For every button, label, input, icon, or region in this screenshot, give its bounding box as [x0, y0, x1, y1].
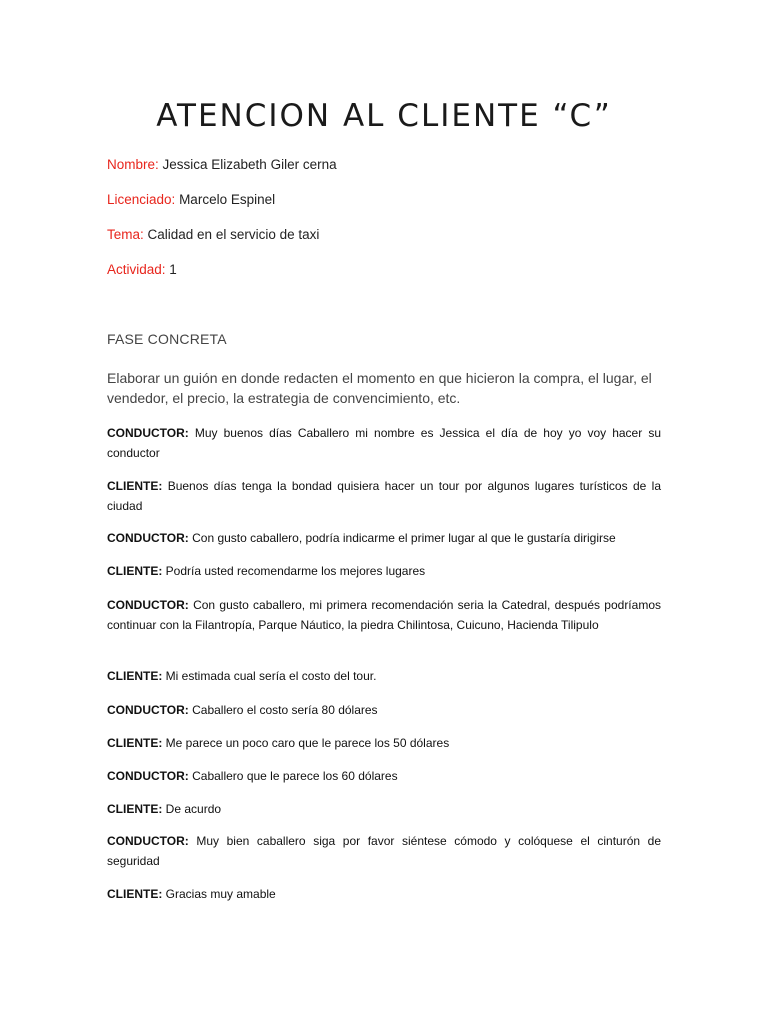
dialogue-line	[107, 562, 661, 582]
dialogue-text: Buenos días tenga la bondad quisiera hacer un tour por algunos lugares turísticos de la ciudad	[107, 479, 661, 513]
meta-nombre	[107, 157, 337, 172]
speaker-label: CONDUCTOR:	[107, 598, 189, 612]
speaker-label: CONDUCTOR:	[107, 834, 189, 848]
dialogue-text: Gracias muy amable	[162, 887, 276, 901]
dialogue-line	[107, 596, 661, 635]
meta-key: Tema:	[107, 227, 144, 242]
meta-tema	[107, 227, 319, 242]
speaker-label: CONDUCTOR:	[107, 703, 189, 717]
dialogue-line	[107, 885, 661, 905]
dialogue-line	[107, 424, 661, 463]
dialogue-text: Con gusto caballero, podría indicarme el primer lugar al que le gustaría dirigirse	[188, 531, 616, 545]
speaker-label: CLIENTE:	[107, 736, 163, 750]
document-title: ATENCION AL CLIENTE “C”	[156, 98, 612, 134]
dialogue-text: Podría usted recomendarme los mejores lugares	[162, 564, 426, 578]
speaker-label: CONDUCTOR:	[107, 531, 189, 545]
dialogue-text: De acurdo	[162, 802, 222, 816]
speaker-label: CONDUCTOR:	[107, 426, 189, 440]
dialogue-line	[107, 832, 661, 871]
speaker-label: CLIENTE:	[107, 669, 163, 683]
meta-key: Licenciado:	[107, 192, 176, 207]
dialogue-line	[107, 701, 661, 721]
meta-value: Calidad en el servicio de taxi	[143, 227, 320, 242]
dialogue-text: Caballero el costo sería 80 dólares	[188, 703, 378, 717]
meta-value: Jessica Elizabeth Giler cerna	[158, 157, 337, 172]
dialogue-text: Con gusto caballero, mi primera recomendación seria la Catedral, después podríamos continuar con la Filantropía, Parque Náutico, la piedra Chilintosa, Cuicuno, Hacienda Tilipulo	[107, 598, 661, 632]
meta-licenciado	[107, 192, 275, 207]
dialogue-text: Muy buenos días Caballero mi nombre es Jessica el día de hoy yo voy hacer su conductor	[107, 426, 661, 460]
speaker-label: CLIENTE:	[107, 887, 163, 901]
meta-value: Marcelo Espinel	[175, 192, 276, 207]
dialogue-line	[107, 767, 661, 787]
dialogue-text: Mi estimada cual sería el costo del tour.	[162, 669, 377, 683]
dialogue-line	[107, 667, 661, 687]
dialogue-text: Caballero que le parece los 60 dólares	[188, 769, 398, 783]
speaker-label: CLIENTE:	[107, 802, 163, 816]
meta-value: 1	[165, 262, 177, 277]
dialogue-line	[107, 800, 661, 820]
instructions-paragraph: Elaborar un guión en donde redacten el momento en que hicieron la compra, el lugar, el vendedor, el precio, la estrategia de convencimiento, etc.	[107, 370, 652, 406]
speaker-label: CLIENTE:	[107, 479, 163, 493]
meta-key: Actividad:	[107, 262, 166, 277]
speaker-label: CLIENTE:	[107, 564, 163, 578]
dialogue-text: Muy bien caballero siga por favor siéntese cómodo y colóquese el cinturón de seguridad	[107, 834, 661, 868]
dialogue-line	[107, 734, 661, 754]
dialogue-line	[107, 529, 661, 549]
meta-key: Nombre:	[107, 157, 159, 172]
dialogue-text: Me parece un poco caro que le parece los 50 dólares	[162, 736, 450, 750]
dialogue-line	[107, 477, 661, 516]
speaker-label: CONDUCTOR:	[107, 769, 189, 783]
meta-actividad	[107, 262, 177, 277]
section-heading: FASE CONCRETA	[107, 331, 227, 347]
